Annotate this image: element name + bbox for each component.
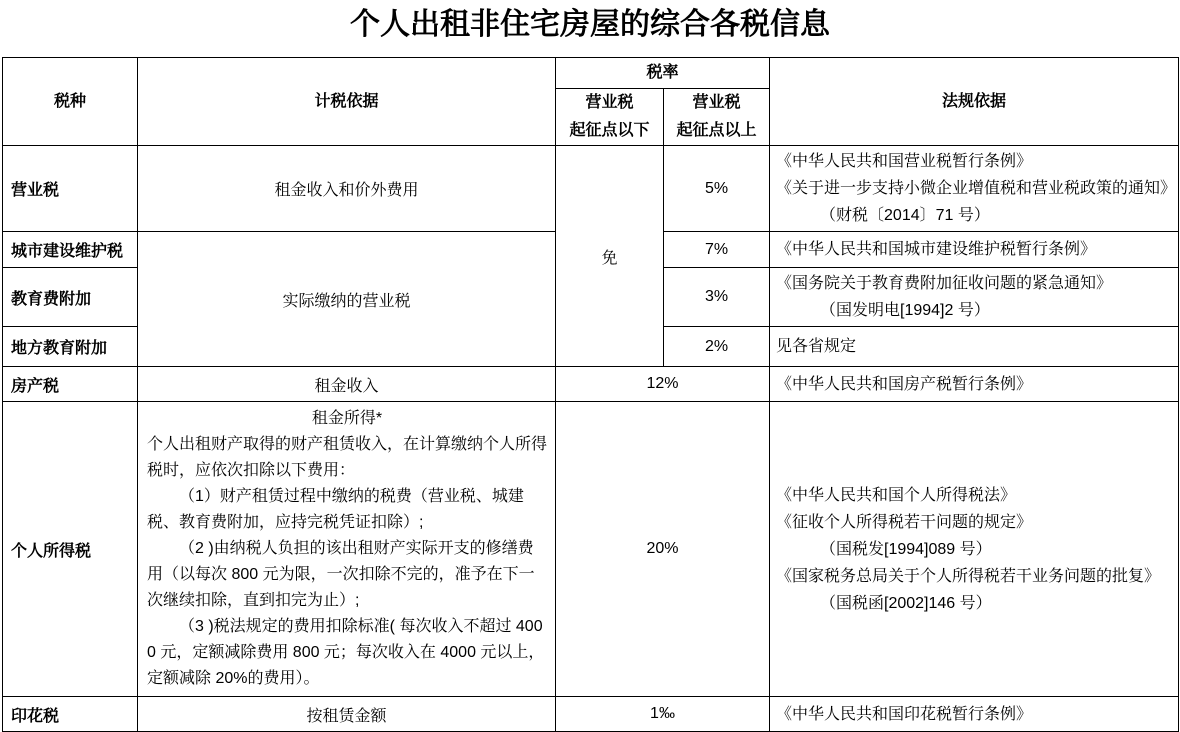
header-tax-basis: 计税依据	[138, 58, 556, 146]
cell-legal-basis: 《中华人民共和国房产税暂行条例》	[770, 367, 1179, 402]
header-above-threshold: 营业税 起征点以上	[664, 89, 770, 146]
cell-tax-name: 房产税	[3, 367, 138, 402]
table-row-business-tax	[3, 146, 1179, 232]
cell-tax-basis: 租金收入	[138, 367, 556, 402]
cell-rate-merged: 12%	[556, 367, 770, 402]
cell-legal-basis: 《中华人民共和国个人所得税法》 《征收个人所得税若干问题的规定》 （国税发[1994]089 号） 《国家税务总局关于个人所得税若干业务问题的批复》 （国税函[2002]146 号）	[770, 402, 1179, 697]
cell-rate-above: 7%	[664, 232, 770, 268]
table-row-property-tax	[3, 367, 1179, 402]
page-title: 个人出租非住宅房屋的综合各税信息	[350, 8, 830, 41]
cell-legal-basis: 《中华人民共和国印花税暂行条例》	[770, 697, 1179, 732]
header-row-1	[3, 58, 1179, 89]
cell-tax-name: 印花税	[3, 697, 138, 732]
cell-tax-name: 地方教育附加	[3, 327, 138, 367]
tax-info-table	[2, 57, 1179, 732]
cell-rate-above: 3%	[664, 268, 770, 327]
cell-rate-below-exempt: 免	[556, 146, 664, 367]
cell-legal-basis: 《中华人民共和国营业税暂行条例》 《关于进一步支持小微企业增值税和营业税政策的通知》 （财税〔2014〕71 号）	[770, 146, 1179, 232]
cell-rate-merged: 20%	[556, 402, 770, 697]
cell-rate-merged: 1‰	[556, 697, 770, 732]
cell-tax-name: 城市建设维护税	[3, 232, 138, 268]
cell-legal-basis: 《国务院关于教育费附加征收问题的紧急通知》 （国发明电[1994]2 号）	[770, 268, 1179, 327]
cell-tax-name: 营业税	[3, 146, 138, 232]
cell-tax-basis-detail: 租金所得* 个人出租财产取得的财产租赁收入，在计算缴纳个人所得税时，应依次扣除以下费用： （1）财产租赁过程中缴纳的税费（营业税、城建税、教育费附加，应持完税凭证扣除）; （2 )由纳税人负担的该出租财产实际开支的修缮费用（以每次 800 元为限，一次扣除不完的，准予在下一次继续扣除，直到扣完为止）; （3 )税法规定的费用扣除标准( 每次收入不超过 4000 元，定额减除费用 800 元；每次收入在 4000 元以上，定额减除 20%的费用）。	[138, 402, 556, 697]
cell-legal-basis: 见各省规定	[770, 327, 1179, 367]
table-row-stamp-tax	[3, 697, 1179, 732]
header-tax-rate: 税率	[556, 58, 770, 89]
header-below-threshold: 营业税 起征点以下	[556, 89, 664, 146]
cell-tax-basis: 租金收入和价外费用	[138, 146, 556, 232]
cell-tax-basis-shared: 实际缴纳的营业税	[138, 232, 556, 367]
header-legal-basis: 法规依据	[770, 58, 1179, 146]
cell-legal-basis: 《中华人民共和国城市建设维护税暂行条例》	[770, 232, 1179, 268]
cell-tax-name: 教育费附加	[3, 268, 138, 327]
cell-rate-above: 2%	[664, 327, 770, 367]
table-row-individual-income-tax	[3, 402, 1179, 697]
cell-tax-name: 个人所得税	[3, 402, 138, 697]
cell-tax-basis: 按租赁金额	[138, 697, 556, 732]
header-tax-type: 税种	[3, 58, 138, 146]
cell-rate-above: 5%	[664, 146, 770, 232]
